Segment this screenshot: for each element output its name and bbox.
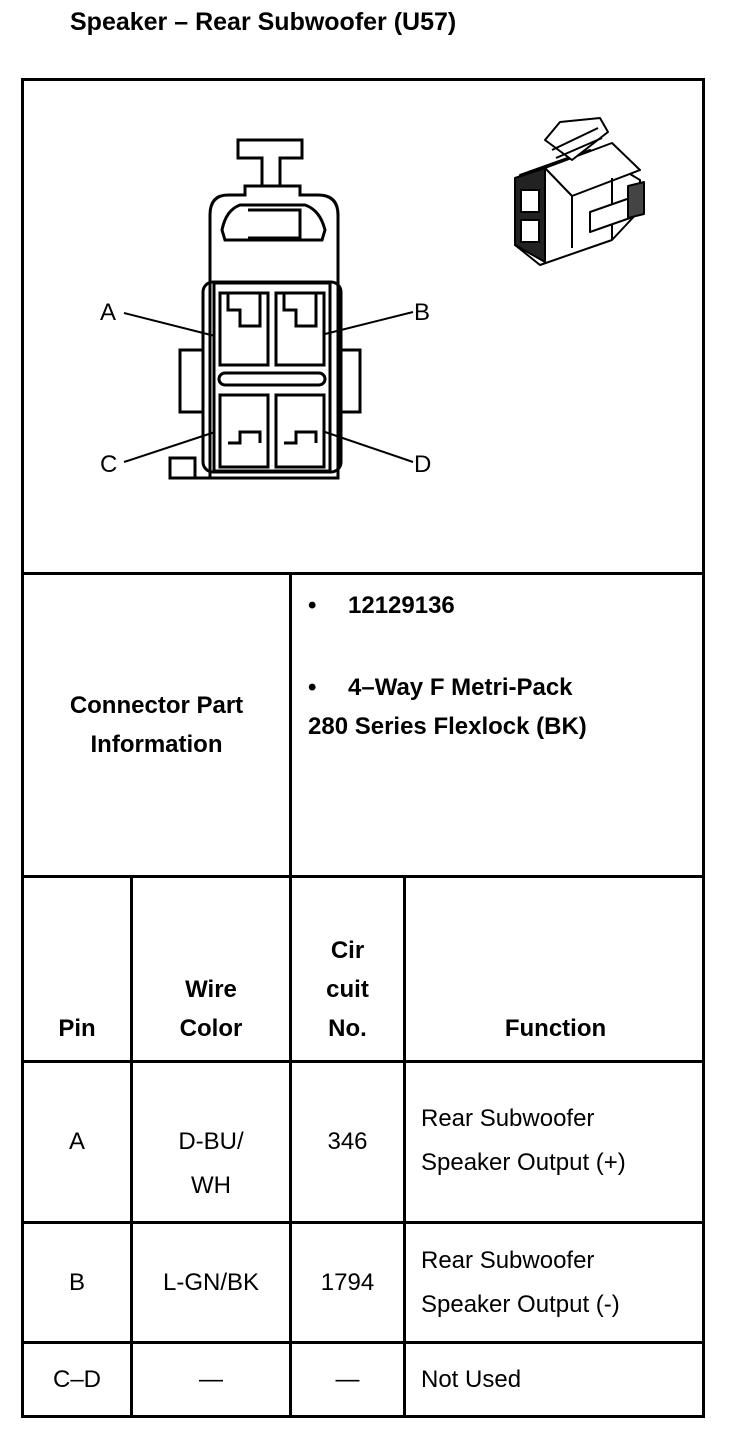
connector-description: 4–Way F Metri-Pack [348, 674, 573, 701]
connector-part-label: Connector Part [69, 692, 244, 719]
table-row-function: Rear Subwoofer Speaker Output (+) [421, 1105, 626, 1176]
table-row-wire-color: — [199, 1366, 223, 1393]
table-row-circuit: 346 [327, 1128, 368, 1155]
bullet-icon: • [308, 674, 317, 701]
column-divider [403, 875, 406, 1418]
row-divider [21, 1341, 705, 1344]
table-row-function: Not Used [421, 1366, 522, 1393]
table-row-pin: A [68, 1128, 85, 1155]
description-item [308, 668, 587, 746]
header-circuit: Cir cuit No. [326, 937, 369, 1042]
bullet-icon: • [308, 592, 317, 619]
row-divider [21, 1060, 705, 1063]
page-title: Speaker – Rear Subwoofer (U57) [70, 8, 457, 36]
table-row-pin: B [68, 1269, 85, 1296]
table-row-function: Rear Subwoofer Speaker Output (-) [421, 1247, 620, 1318]
table-row-circuit: — [335, 1366, 360, 1393]
connector-3d-illustration [500, 110, 650, 275]
pin-label-c: C [100, 451, 118, 478]
row-divider [21, 875, 705, 878]
connector-face-diagram [90, 130, 450, 490]
row-divider [21, 1221, 705, 1224]
part-number-item [308, 592, 587, 628]
table-row-wire-color: L-GN/BK [162, 1269, 260, 1296]
connector-part-label: Information [90, 731, 223, 758]
connector-description: 280 Series Flexlock (BK) [308, 713, 587, 740]
pin-label-d: D [414, 451, 432, 478]
pin-label-b: B [414, 299, 431, 326]
pin-label-a: A [100, 299, 117, 326]
part-number: 12129136 [348, 592, 455, 619]
table-row-wire-color: D-BU/ WH [178, 1128, 244, 1199]
header-wire-color: Wire Color [179, 976, 243, 1042]
row-divider [21, 572, 705, 575]
header-pin: Pin [58, 1015, 96, 1042]
table-row-circuit: 1794 [320, 1269, 375, 1296]
header-function: Function [504, 1015, 607, 1042]
table-row-pin: C–D [52, 1366, 101, 1393]
